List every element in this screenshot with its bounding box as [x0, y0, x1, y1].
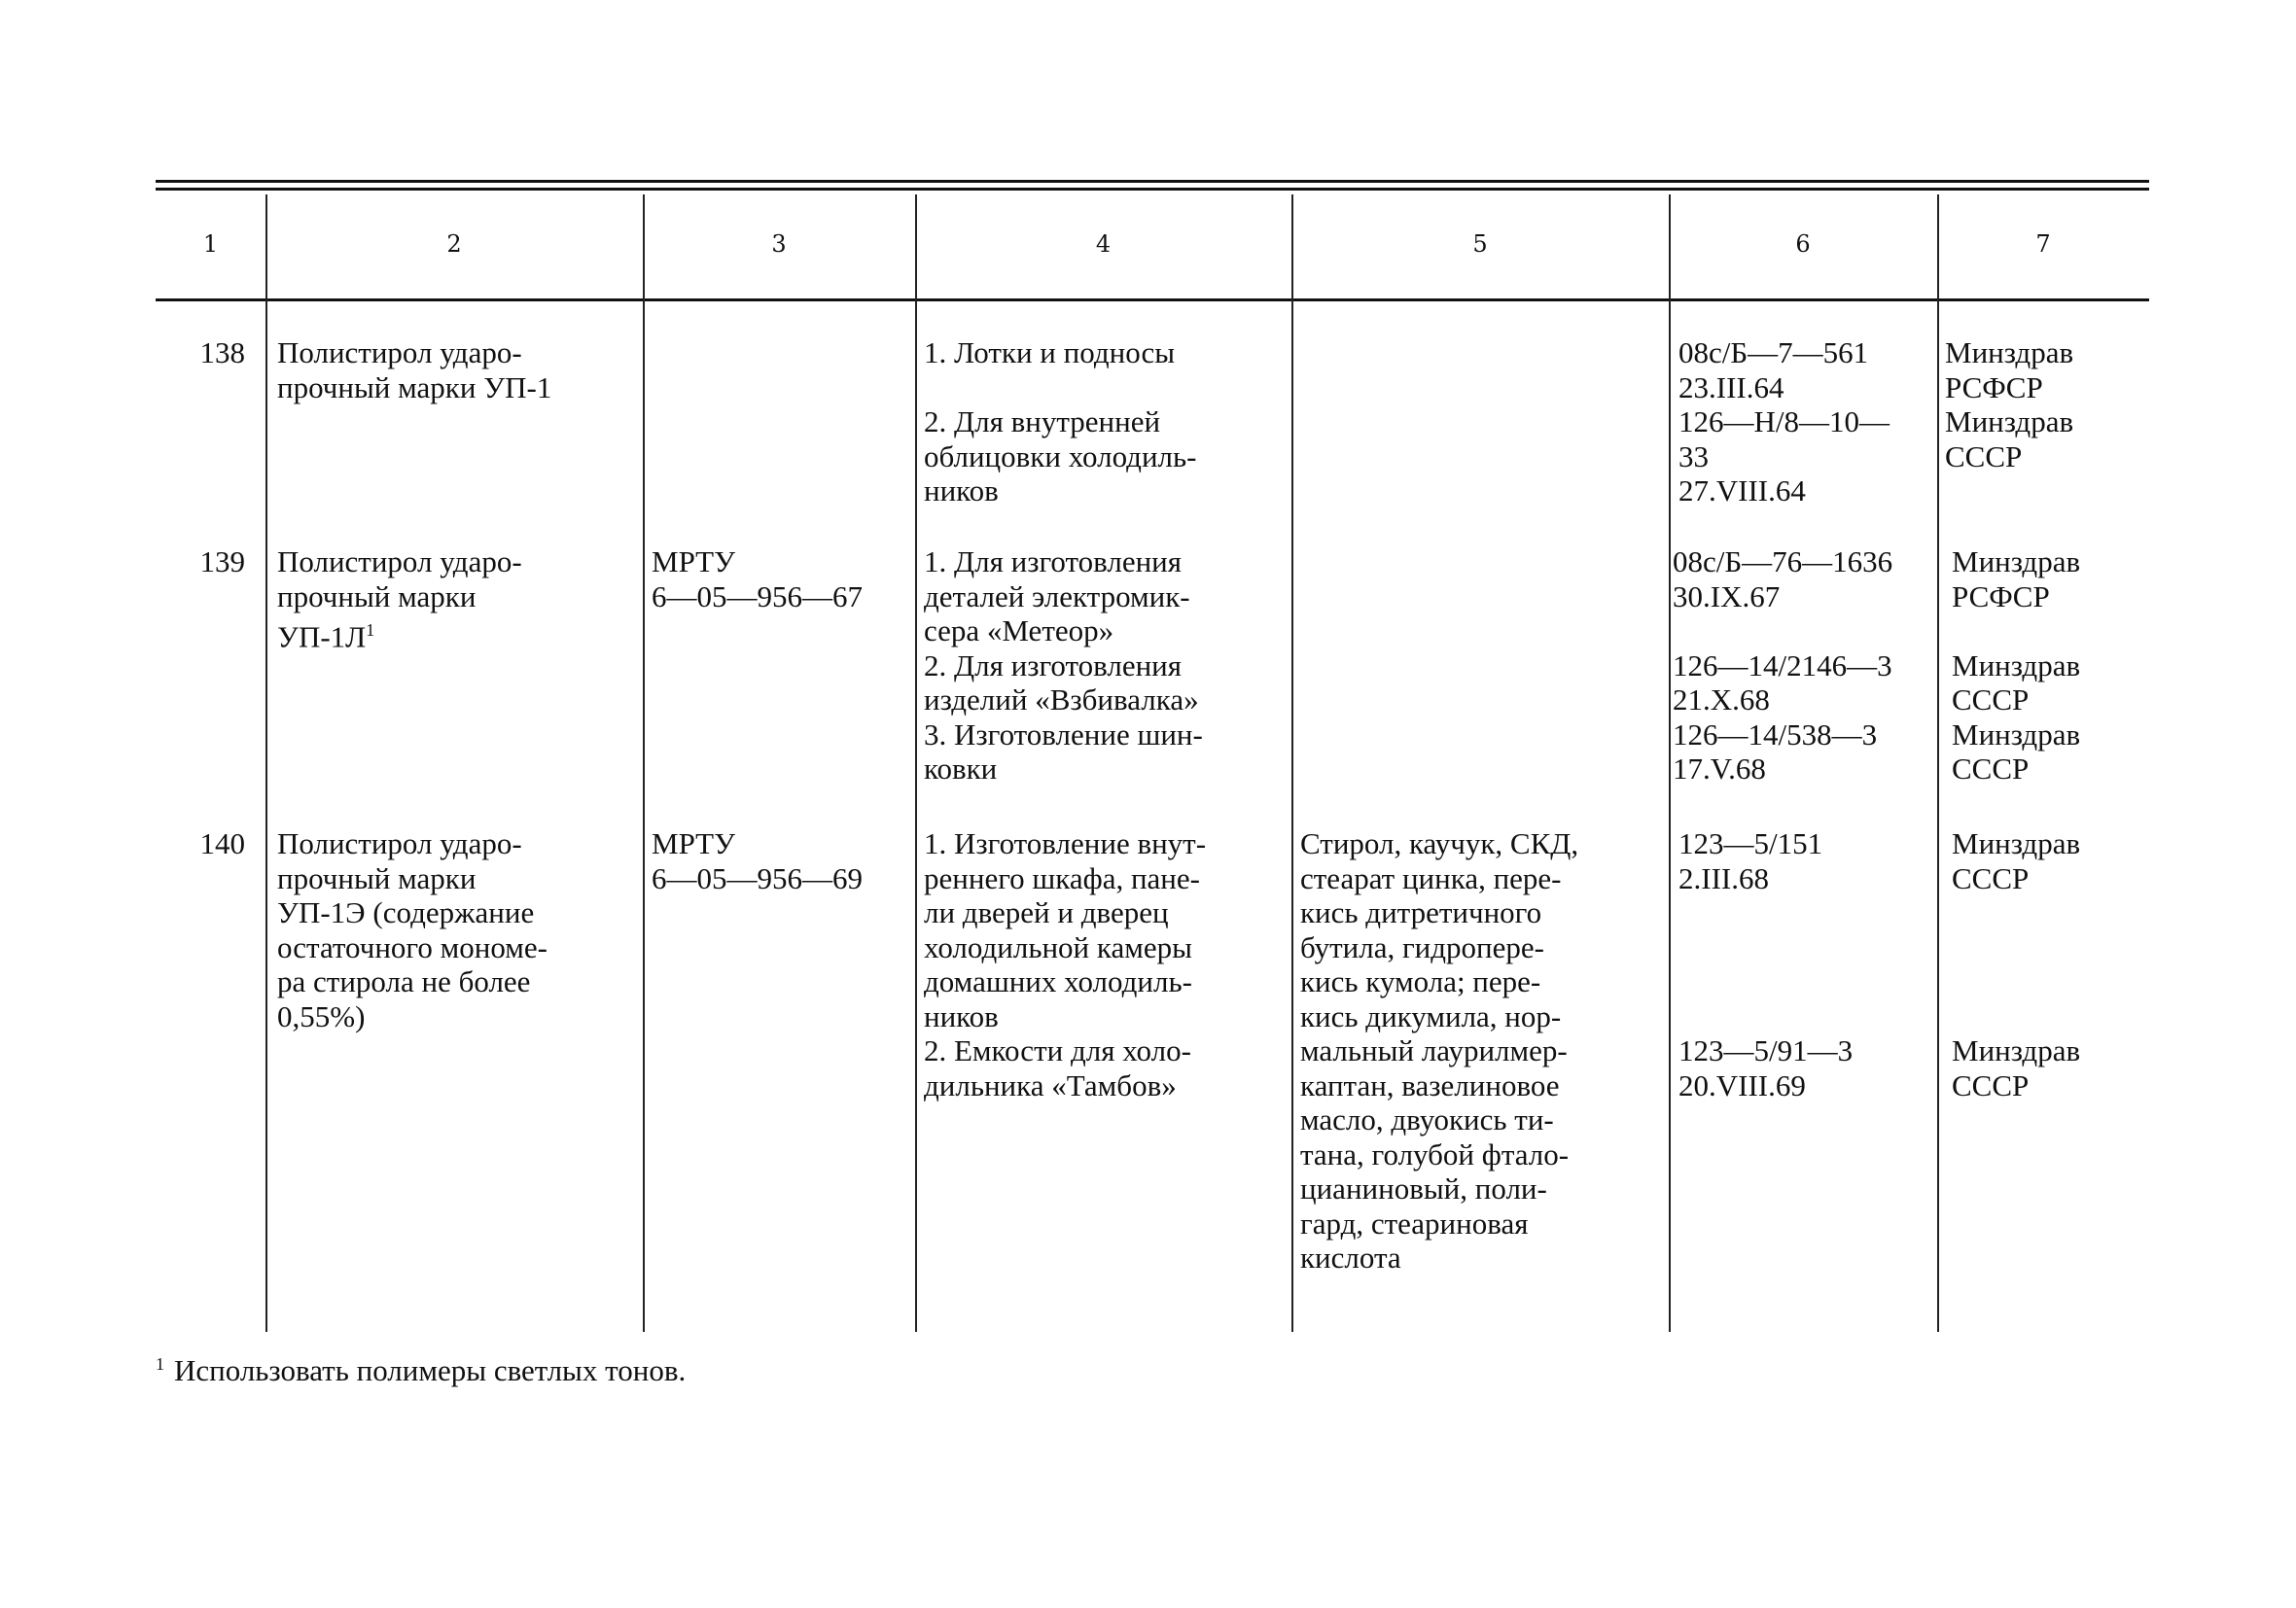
row-138-use: 1. Лотки и подносы 2. Для внутренней облицовки холодиль- ников — [924, 335, 1197, 507]
header-col-6: 6 — [1795, 230, 1811, 258]
row-139-authority: Минздрав РСФСР Минздрав СССР Минздрав СССР — [1952, 544, 2081, 786]
column-divider-3 — [915, 194, 917, 1332]
header-col-3: 3 — [771, 230, 787, 258]
row-138-number: 138 — [199, 335, 245, 369]
column-divider-1 — [265, 194, 267, 1332]
row-140-spec: МРТУ 6—05—956—69 — [652, 826, 863, 895]
row-138-permit: 08с/Б—7—561 23.III.64 126—Н/8—10— 33 27.VIII.64 — [1678, 335, 1890, 507]
header-col-4: 4 — [1095, 230, 1112, 258]
row-138-name: Полистирол ударо- прочный марки УП-1 — [277, 335, 552, 404]
row-139-name — [277, 544, 632, 654]
footnote-text: Использовать полимеры светлых тонов. — [174, 1353, 687, 1387]
row-139-permit: 08с/Б—76—1636 30.IX.67 126—14/2146—3 21.X.68 126—14/538—3 17.V.68 — [1673, 544, 1893, 786]
column-divider-6 — [1937, 194, 1939, 1332]
column-divider-5 — [1669, 194, 1671, 1332]
row-139-use: 1. Для изготовления деталей электромик- сера «Метеор» 2. Для изготовления изделий «Взбивалка» 3. Изготовление шин- ковки — [924, 544, 1203, 786]
row-140-number: 140 — [199, 826, 245, 860]
header-col-7: 7 — [2035, 230, 2051, 258]
row-140-permit: 123—5/151 2.III.68 123—5/91—3 20.VIII.69 — [1678, 826, 1854, 1102]
header-col-5: 5 — [1472, 230, 1488, 258]
column-divider-4 — [1291, 194, 1293, 1332]
column-divider-2 — [643, 194, 645, 1332]
row-139-spec: МРТУ 6—05—956—67 — [652, 544, 863, 613]
row-139-number: 139 — [199, 544, 245, 578]
table-header-rule — [156, 298, 2149, 301]
row-140-name: Полистирол ударо- прочный марки УП-1Э (содержание остаточного мономе- ра стирола не более 0,55%) — [277, 826, 548, 1033]
table-top-rule-2 — [156, 188, 2149, 191]
row-139-footnote-mark: 1 — [366, 620, 375, 640]
footnote-mark: 1 — [156, 1353, 164, 1374]
table-top-rule — [156, 180, 2149, 183]
row-139-name-text: Полистирол ударо- прочный марки УП-1Л — [277, 544, 522, 654]
header-col-1: 1 — [202, 230, 219, 258]
row-140-composition: Стирол, каучук, СКД, стеарат цинка, пере- кись дитретичного бутила, гидропере- кись кумола; пере- кись дикумила, нор- мальный лаурилмер- каптан, вазелиновое масло, двуокись ти- тана, голубой фтало- цианиновый, поли- гард, стеариновая кислота — [1300, 826, 1579, 1275]
row-138-authority: Минздрав РСФСР Минздрав СССР — [1945, 335, 2074, 473]
row-140-use: 1. Изготовление внут- реннего шкафа, пане- ли дверей и дверец холодильной камеры домашних холодиль- ников 2. Емкости для холо- дильника «Тамбов» — [924, 826, 1207, 1102]
header-col-2: 2 — [446, 230, 462, 258]
footnote — [156, 1353, 686, 1388]
row-140-authority: Минздрав СССР Минздрав СССР — [1952, 826, 2081, 1102]
